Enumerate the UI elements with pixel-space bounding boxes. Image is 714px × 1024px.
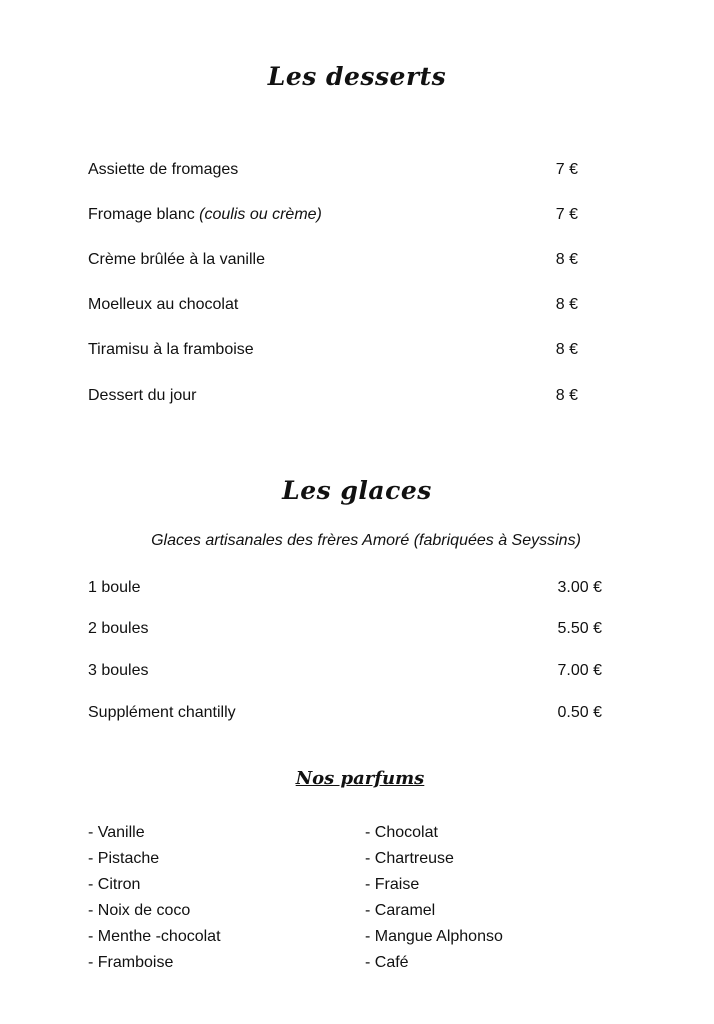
menu-item: [88, 159, 578, 181]
flavor-item: - Citron: [88, 876, 141, 893]
parfums-right-column: [365, 820, 503, 976]
item-name-text: Dessert du jour: [88, 387, 197, 404]
item-name: [88, 159, 238, 181]
item-name-text: Moelleux au chocolat: [88, 296, 239, 313]
flavor-item: - Chartreuse: [365, 850, 454, 867]
menu-item: [88, 385, 578, 407]
item-name-text: Fromage blanc: [88, 206, 200, 223]
flavor-item: - Vanille: [88, 824, 145, 841]
parfums-left-column: [88, 820, 221, 976]
glaces-heading: Les glaces: [282, 476, 432, 505]
item-name: [88, 339, 254, 361]
menu-item: [88, 249, 578, 271]
item-name: Supplément chantilly: [88, 704, 236, 721]
menu-item: [88, 660, 602, 682]
flavor-item: - Framboise: [88, 954, 174, 971]
item-name-text: Crème brûlée à la vanille: [88, 251, 265, 268]
menu-item: [88, 702, 602, 724]
flavor-item: - Fraise: [365, 876, 420, 893]
item-name: 1 boule: [88, 579, 141, 596]
item-name-text: Tiramisu à la framboise: [88, 341, 254, 358]
item-price: 8 €: [555, 387, 578, 404]
item-price: 7 €: [555, 206, 578, 223]
flavor-item: - Menthe -chocolat: [88, 928, 221, 945]
flavor-item: - Noix de coco: [88, 902, 191, 919]
item-name: [88, 294, 238, 316]
item-name: 3 boules: [88, 662, 149, 679]
item-name: 2 boules: [88, 620, 149, 637]
item-name: [88, 385, 197, 407]
item-price: 7 €: [555, 161, 578, 178]
glaces-subtitle: Glaces artisanales des frères Amoré (fabriquées à Seyssins): [151, 532, 581, 549]
flavor-item: - Chocolat: [365, 824, 438, 841]
parfums-heading: Nos parfums: [295, 768, 425, 789]
desserts-heading: Les desserts: [267, 62, 447, 91]
item-price: 8 €: [555, 296, 578, 313]
menu-item: [88, 204, 578, 226]
menu-item: [88, 294, 578, 316]
item-name: [88, 249, 265, 271]
menu-item: [88, 618, 602, 640]
item-price: 5.50 €: [557, 620, 602, 637]
flavor-item: - Café: [365, 954, 409, 971]
flavor-item: - Caramel: [365, 902, 436, 919]
item-note: (coulis ou crème): [199, 206, 322, 223]
flavor-item: - Mangue Alphonso: [365, 928, 503, 945]
flavor-item: - Pistache: [88, 850, 160, 867]
item-price: 8 €: [555, 251, 578, 268]
menu-item: [88, 577, 602, 599]
item-price: 7.00 €: [557, 662, 602, 679]
item-price: 8 €: [555, 341, 578, 358]
item-name: [88, 204, 322, 226]
item-price: 0.50 €: [557, 704, 602, 721]
item-name-text: Assiette de fromages: [88, 161, 239, 178]
item-price: 3.00 €: [557, 579, 602, 596]
menu-item: [88, 339, 578, 361]
